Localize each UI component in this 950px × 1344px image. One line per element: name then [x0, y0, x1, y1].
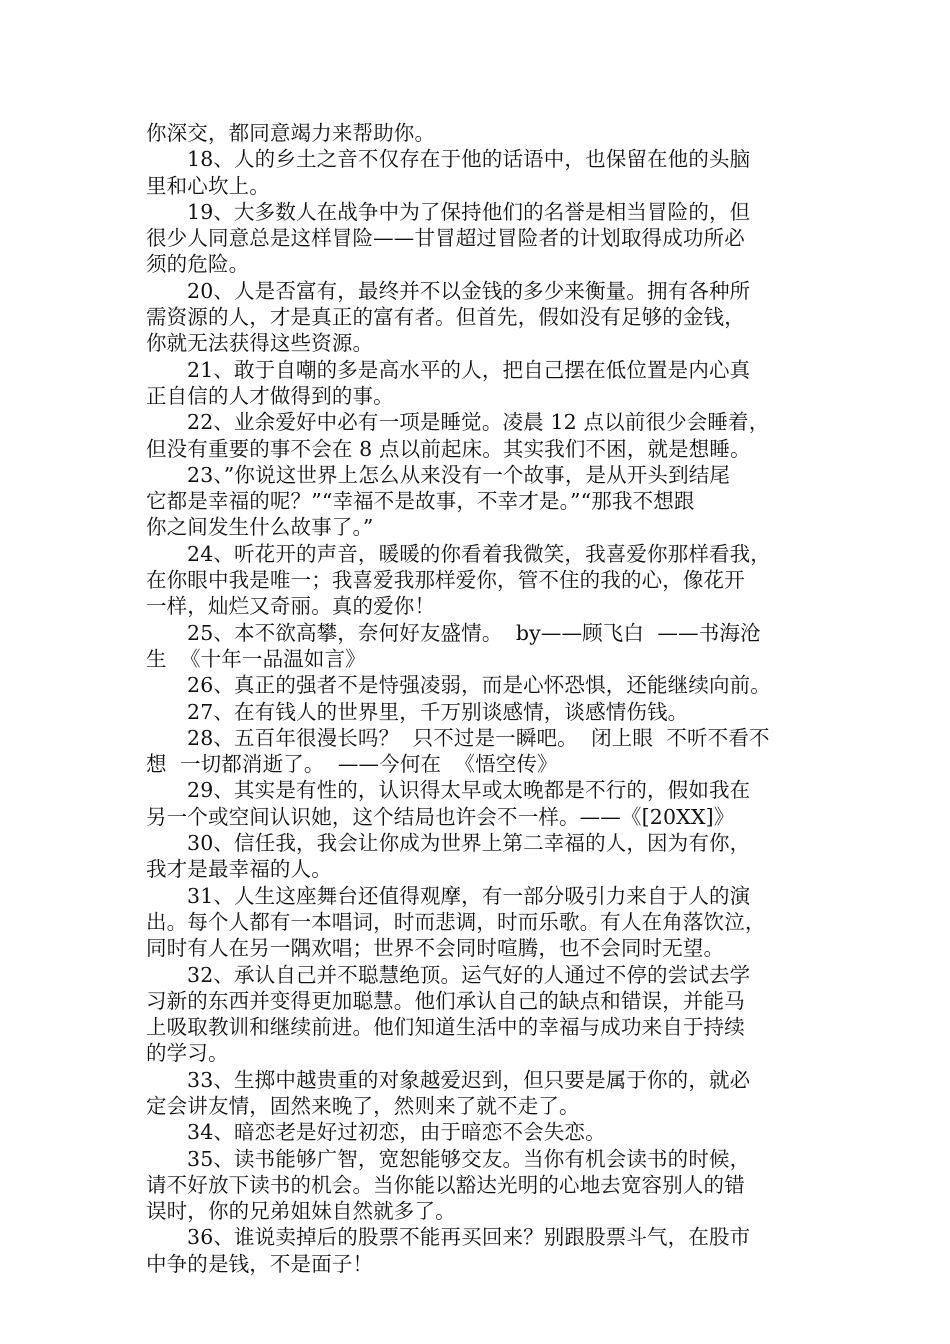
text-line: 36、谁说卖掉后的股票不能再买回来？别跟股票斗气，在股市 [187, 1225, 751, 1250]
text-line: 23、”你说这世界上怎么从来没有一个故事，是从开头到结尾 [187, 462, 731, 487]
text-line: 29、其实是有性的，认识得太早或太晚都是不行的，假如我在 [187, 778, 751, 803]
text-line: 需资源的人，才是真正的富有者。但首先，假如没有足够的金钱， [146, 305, 745, 330]
document-page [146, 120, 806, 1277]
text-line: 25、本不欲高攀，奈何好友盛情。 by——顾飞白 ——书海沧 [187, 620, 761, 645]
text-line: 定会讲友情，固然来晚了，然则来了就不走了。 [146, 1093, 580, 1118]
text-line: 在你眼中我是唯一；我喜爱我那样爱你，管不住的我的心，像花开 [146, 568, 745, 593]
text-line: 另一个或空间认识她，这个结局也许会不一样。——《[20XX]》 [146, 804, 735, 829]
text-line: 31、人生这座舞台还值得观摩，有一部分吸引力来自于人的演 [187, 883, 751, 908]
text-line: 19、大多数人在战争中为了保持他们的名誉是相当冒险的，但 [187, 199, 751, 224]
text-line: 它都是幸福的呢？”“幸福不是故事，不幸才是。”“那我不想跟 [146, 489, 695, 514]
text-line: 请不好放下读书的机会。当你能以豁达光明的心地去宽容别人的错 [146, 1172, 745, 1197]
text-line: 出。每个人都有一本唱词，时而悲调，时而乐歌。有人在角落饮泣， [146, 909, 766, 934]
text-line: 27、在有钱人的世界里，千万别谈感情，谈感情伤钱。 [187, 699, 689, 724]
text-line: 你之间发生什么故事了。” [146, 515, 374, 540]
text-line: 里和心坎上。 [146, 173, 270, 198]
text-line: 22、业余爱好中必有一项是睡觉。凌晨 12 点以前很少会睡着， [187, 410, 770, 435]
text-line: 想 一切都消逝了。 ——今何在 《悟空传》 [146, 752, 558, 777]
text-line: 很少人同意总是这样冒险——甘冒超过冒险者的计划取得成功所必 [146, 226, 745, 251]
text-line: 24、听花开的声音，暖暖的你看着我微笑，我喜爱你那样看我， [187, 541, 771, 566]
text-line: 你深交，都同意竭力来帮助你。 [146, 121, 436, 145]
text-line: 你就无法获得这些资源。 [146, 331, 374, 356]
text-line: 30、信任我，我会让你成为世界上第二幸福的人，因为有你， [187, 831, 751, 856]
text-line: 中争的是钱，不是面子！ [146, 1251, 374, 1276]
text-line: 上吸取教训和继续前进。他们知道生活中的幸福与成功来自于持续 [146, 1015, 745, 1040]
text-line: 的学习。 [146, 1041, 229, 1066]
text-line: 习新的东西并变得更加聪慧。他们承认自己的缺点和错误，并能马 [146, 988, 745, 1013]
text-line: 误时，你的兄弟姐妹自然就多了。 [146, 1199, 456, 1224]
text-line: 须的危险。 [146, 252, 250, 277]
text-line: 26、真正的强者不是恃强凌弱，而是心怀恐惧，还能继续向前。 [187, 673, 771, 698]
text-line: 32、承认自己并不聪慧绝顶。运气好的人通过不停的尝试去学 [187, 962, 751, 987]
text-line: 正自信的人才做得到的事。 [146, 383, 394, 408]
text-line: 34、暗恋老是好过初恋，由于暗恋不会失恋。 [187, 1120, 606, 1145]
text-line: 同时有人在另一隅欢唱；世界不会同时喧腾，也不会同时无望。 [146, 936, 725, 961]
text-line: 但没有重要的事不会在 8 点以前起床。其实我们不困，就是想睡。 [146, 436, 751, 461]
text-line: 28、五百年很漫长吗？ 只不过是一瞬吧。 闭上眼 不听不看不 [187, 725, 770, 750]
text-line: 生 《十年一品温如言》 [146, 646, 366, 671]
text-line: 我才是最幸福的人。 [146, 857, 332, 882]
text-line: 33、生掷中越贵重的对象越爱迟到，但只要是属于你的，就必 [187, 1067, 751, 1092]
text-line: 35、读书能够广智，宽恕能够交友。当你有机会读书的时候， [187, 1146, 751, 1171]
text-line: 18、人的乡土之音不仅存在于他的话语中，也保留在他的头脑 [187, 147, 751, 172]
text-line: 21、敢于自嘲的多是高水平的人，把自己摆在低位置是内心真 [187, 357, 751, 382]
text-line: 一样，灿烂又奇丽。真的爱你！ [146, 594, 436, 619]
text-line: 20、人是否富有，最终并不以金钱的多少来衡量。拥有各种所 [187, 278, 751, 303]
